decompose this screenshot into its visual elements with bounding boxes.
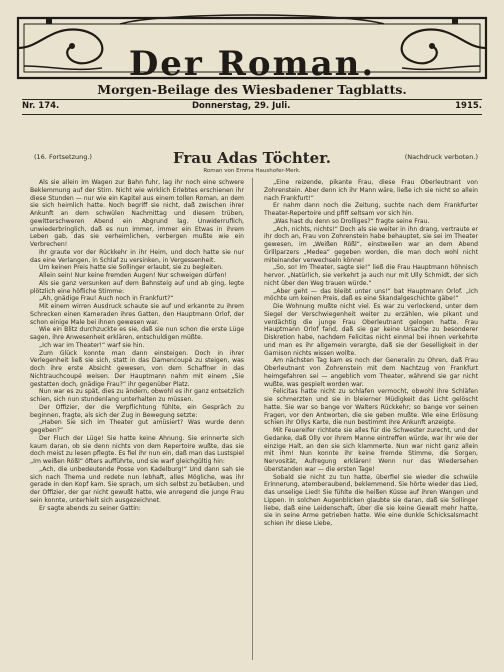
paragraph: Als sie ganz versunken auf dem Bahnsteig auf und ab ging, legte plötzlich eine höfliche Stimme:	[30, 279, 244, 295]
paragraph: Zum Glück konnte man dann einsteigen. Doch in ihrer Verlegenheit ließ sie sich, statt in das Damencoupé zu steigen, was doch ihre erste Absicht gewesen, von dem Schaffner in das Nichtrauchcoupé weisen. Der Hauptmann nahm mit einem „Sie gestatten doch, gnädige Frau?“ ihr gegenüber Platz.	[30, 349, 244, 388]
story-title: Frau Adas Töchter.	[173, 149, 331, 167]
paragraph: „Ach, die unbedeutende Posse von Kadelburg!“ Und dann sah sie sich nach Thema und redete nun lebhaft, alles Mögliche, was ihr gerade in den Kopf kam. Sie sprach, um sich selbst zu betäuben, und der Offizier, der gar nicht gewußt hatte, wie anregend die junge Frau sein konnte, unterhielt sich ausgezeichnet.	[30, 465, 244, 504]
newspaper-subtitle: Morgen-Beilage des Wiesbadener Tagblatts.	[97, 82, 407, 97]
paragraph: Er sagte abends zu seiner Gattin:	[39, 504, 141, 512]
paragraph: Der Fluch der Lüge! Sie hatte keine Ahnung. Sie erinnerte sich kaum daran, ob sie denn nichts von dem Repertoire wußte, das sie doch meist zu lesen pflegte. Es fiel ihr nun ein, daß man das Lustspiel „Im weißen Rößl“ öfters aufführte, und sie warf gleichgültig hin:	[30, 434, 244, 465]
paragraph: „Aber geht — das bleibt unter uns!“ bat Hauptmann Orlof. „Ich möchte um keinen Preis, daß es eine Skandalgeschichte gäbe!“	[264, 287, 478, 303]
continuation-note: (16. Fortsetzung.)	[34, 153, 92, 161]
paragraph: „Ich war im Theater!“ warf sie hin.	[39, 341, 145, 349]
paragraph: „Ach, nichts, nichts!“ Doch als sie weiter in ihn drang, vertraute er ihr doch an, Frau von Zohrenstein habe behauptet, sie sei im Theater gewesen, im „Weißen Rößl“, einstweilen war an dem Abend Grillparzers „Medea“ gegeben worden, die man doch wohl nicht miteinander verwechseln könne!	[264, 225, 478, 264]
paragraph: „Eine reizende, pikante Frau, diese Frau Oberleutnant von Zohrenstein. Aber denn ich ihr Mann wäre, ließe ich sie nicht so allein nach Frankfurt!“	[264, 179, 478, 202]
paragraph: Als sie allein im Wagen zur Bahn fuhr, lag ihr noch eine schwere Beklemmung auf der Stirn. Nicht wie wirklich Erlebtes erschienen ihr diese Stunden — nur wie ein Kapitel aus einem tollen Roman, an dem sie sich heimlich hatte. Noch begriff sie nicht, daß zwischen ihrer Ankunft an dem schwülen Nachmittag und diesem trüben, gewitterschweren Abend ein Abgrund lag. Unwiderruflich, unwiederbringlich, daß es nun immer, immer ein Etwas in ihrem Leben gab, das sie verheimlichen, verbergen mußte wie ein Verbrechen!	[30, 179, 244, 248]
paragraph: Wie ein Blitz durchzuckte es sie, daß sie nun schon die erste Lüge sagen, ihre Anwesenheit erklären, entschuldigen müßte.	[30, 326, 244, 341]
newspaper-title: Der Roman.	[128, 44, 376, 84]
issue-date: Donnerstag, 29. Juli.	[192, 101, 291, 111]
divider	[22, 99, 482, 100]
paragraph: Sobald sie nicht zu tun hatte, überfiel sie wieder die schwüle Erinnerung, atemberaubend, beklemmend. Sie hörte wieder das Lied, das unselige Lied! Sie fühlte die heißen Küsse auf ihren Wangen und Lippen. In solchen Augenblicken glaubte sie daran, daß sie Sollinger liebe, daß eine Leidenschaft, über die sie keine Gewalt mehr hatte, sie in seine Arme getrieben hatte. Wie eine dunkle Schicksalsmacht schien ihr diese Liebe,	[264, 473, 478, 527]
paragraph: Er nahm dann noch die Zeitung, suchte nach dem Frankfurter Theater-Repertoire und pfiff seltsam vor sich hin.	[264, 202, 478, 217]
paragraph: „Ah, gnädige Frau! Auch noch in Frankfurt?“	[39, 295, 174, 303]
paragraph: Felicitas hatte nicht zu schlafen vermocht, obwohl ihre Schläfen sie schmerzten und sie in bleierner Müdigkeit das Licht gelöscht hatte. Sie war so bange vor Walters Rückkehr; so bange vor seinen Fragen, vor den Antworten, die sie geben mußte. Wie eine Erlösung schien ihr Ollys Karte, die nun bestimmt ihre Ankunft anzeigte.	[264, 388, 478, 427]
text-column-right	[264, 179, 478, 659]
paragraph: Am nächsten Tag kam es noch der Generalin zu Ohren, daß Frau Oberleutnant von Zohrenstein mit dem Nachtzug von Frankfurt heimgefahren sei — angeblich vom Theater, während sie gar nicht wußte, was gespielt worden war.	[264, 357, 478, 388]
paragraph: „Haben Sie sich im Theater gut amüsiert? Was wurde denn gegeben?“	[30, 419, 244, 434]
paragraph: Nun war es zu spät, dies zu ändern, obwohl es ihr ganz entsetzlich schien, sich nun stundenlang unterhalten zu müssen.	[30, 388, 244, 403]
column-divider	[252, 178, 253, 660]
issue-info-bar	[22, 101, 482, 114]
paragraph: „So, so! Im Theater, sagte sie!“ ließ die Frau Hauptmann höhnisch hervor. „Natürlich, sie verkehrt ja auch nur mit Ully Schmidt, der sich nicht über den Weg trauen würde.“	[264, 264, 478, 287]
paragraph: Um keinen Preis hatte sie Sollinger erlaubt, sie zu begleiten.	[39, 264, 223, 272]
issue-number: Nr. 174.	[22, 101, 60, 111]
paragraph: Die Wohnung mußte nicht viel. Es war zu verlockend, unter dem Siegel der Verschwiegenheit weiter zu erzählen, wie pikant und verdächtig die junge Frau Oberleutnant gelogen hatte. Frau Hauptmann Orlof fand, daß sie gar keine Ursache zu besonderer Diskretion habe, nachdem Felicitas nicht einmal bei ihnen verkehrte und man es ihr allgemein verargte, daß sie der Geselligkeit in der Garnison nichts wissen wollte.	[264, 303, 478, 357]
story-byline: Roman von Emma Haushofer-Merk.	[203, 168, 301, 174]
divider	[22, 114, 482, 115]
paragraph: „Was hast du denn so Drolliges?“ fragte seine Frau.	[273, 217, 430, 225]
paragraph: Der Offizier, der die Verpflichtung fühlte, ein Gespräch zu beginnen, fragte, als sich der Zug in Bewegung setzte:	[30, 403, 244, 419]
issue-year: 1915.	[455, 101, 482, 111]
paragraph: Mit einem wirren Ausdruck schaute sie auf und erkannte zu ihrem Schrecken einen Kameraden ihres Gatten, den Hauptmann Orlof, der schon einige Male bei ihnen gewesen war.	[30, 303, 244, 326]
copyright-notice: (Nachdruck verboten.)	[404, 153, 478, 161]
paragraph: Ihr graute vor der Rückkehr in ihr Heim, und doch hatte sie nur das eine Verlangen, in Schlaf zu versinken, in Vergessenheit.	[30, 248, 244, 264]
paragraph: Mit Feuereifer richtete sie alles für die Schwester zurecht, und der Gedanke, daß Olly vor ihrem Manne eintreffen würde, war ihr wie der einzige Halt, an den sie sich klammerte. Nun war nicht ganz allein mit ihm! Nun konnte ihr keine fremde Stimme, die Sorgen, Nervosität, Aufregung erklären! Wenn nur das Wiedersehen überstanden war — die ersten Tage!	[264, 427, 478, 473]
text-column-left	[30, 179, 244, 659]
paragraph: Allein sein! Nur keine fremden Augen! Nur schweigen dürfen!	[39, 272, 227, 279]
